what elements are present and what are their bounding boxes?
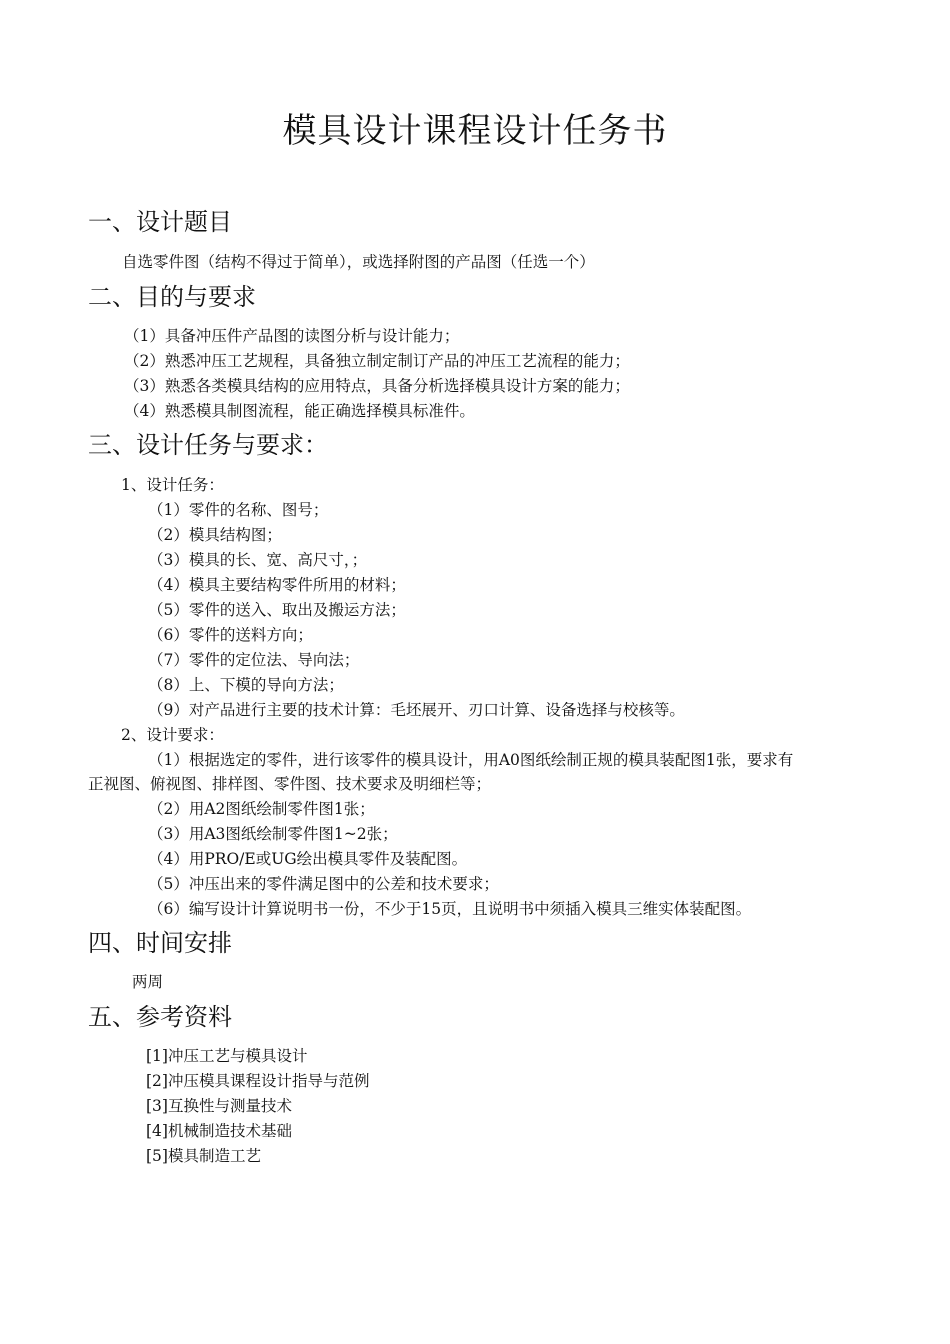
- goal-item: （1）具备冲压件产品图的读图分析与设计能力；: [124, 327, 460, 345]
- task-item: （4）模具主要结构零件所用的材料；: [148, 576, 406, 594]
- schedule-text: 两周: [132, 973, 164, 991]
- section-heading-goals: 二、目的与要求: [88, 283, 256, 311]
- requirement-item: （6）编写设计计算说明书一份，不少于15页，且说明书中须插入模具三维实体装配图。: [148, 900, 752, 918]
- requirement-item: （5）冲压出来的零件满足图中的公差和技术要求；: [148, 875, 499, 893]
- section-heading-references: 五、参考资料: [88, 1003, 232, 1031]
- task-label: 1、设计任务：: [121, 476, 224, 494]
- requirement-item: （3）用A3图纸绘制零件图1~2张；: [148, 825, 398, 843]
- task-item: （8）上、下模的导向方法；: [148, 676, 344, 694]
- task-item: （2）模具结构图；: [148, 526, 282, 544]
- reference-item: [5]模具制造工艺: [146, 1147, 261, 1165]
- task-item: （5）零件的送入、取出及搬运方法；: [148, 601, 406, 619]
- section-heading-schedule: 四、时间安排: [88, 929, 232, 957]
- requirement-item: （2）用A2图纸绘制零件图1张；: [148, 800, 375, 818]
- goal-item: （4）熟悉模具制图流程，能正确选择模具标准件。: [124, 402, 475, 420]
- topic-text: 自选零件图（结构不得过于简单），或选择附图的产品图（任选一个）: [122, 253, 595, 271]
- document-title: 模具设计课程设计任务书: [282, 111, 668, 151]
- task-item: （6）零件的送料方向；: [148, 626, 313, 644]
- section-heading-tasks: 三、设计任务与要求：: [88, 431, 328, 459]
- task-item: （1）零件的名称、图号；: [148, 501, 329, 519]
- requirement-item-continued: 正视图、俯视图、排样图、零件图、技术要求及明细栏等；: [88, 775, 492, 793]
- goal-item: （2）熟悉冲压工艺规程，具备独立制定制订产品的冲压工艺流程的能力；: [124, 352, 630, 370]
- reference-item: [3]互换性与测量技术: [146, 1097, 292, 1115]
- requirement-item: （1）根据选定的零件，进行该零件的模具设计，用A0图纸绘制正规的模具装配图1张，要求有: [148, 751, 794, 769]
- reference-item: [1]冲压工艺与模具设计: [146, 1047, 308, 1065]
- section-heading-topic: 一、设计题目: [88, 208, 232, 236]
- task-item: （9）对产品进行主要的技术计算：毛坯展开、刃口计算、设备选择与校核等。: [148, 701, 685, 719]
- reference-item: [4]机械制造技术基础: [146, 1122, 292, 1140]
- requirement-label: 2、设计要求：: [121, 726, 224, 744]
- task-item: （3）模具的长、宽、高尺寸，；: [148, 551, 368, 569]
- goal-item: （3）熟悉各类模具结构的应用特点，具备分析选择模具设计方案的能力；: [124, 377, 630, 395]
- reference-item: [2]冲压模具课程设计指导与范例: [146, 1072, 370, 1090]
- task-item: （7）零件的定位法、导向法；: [148, 651, 360, 669]
- requirement-item: （4）用PRO/E或UG绘出模具零件及装配图。: [148, 850, 468, 868]
